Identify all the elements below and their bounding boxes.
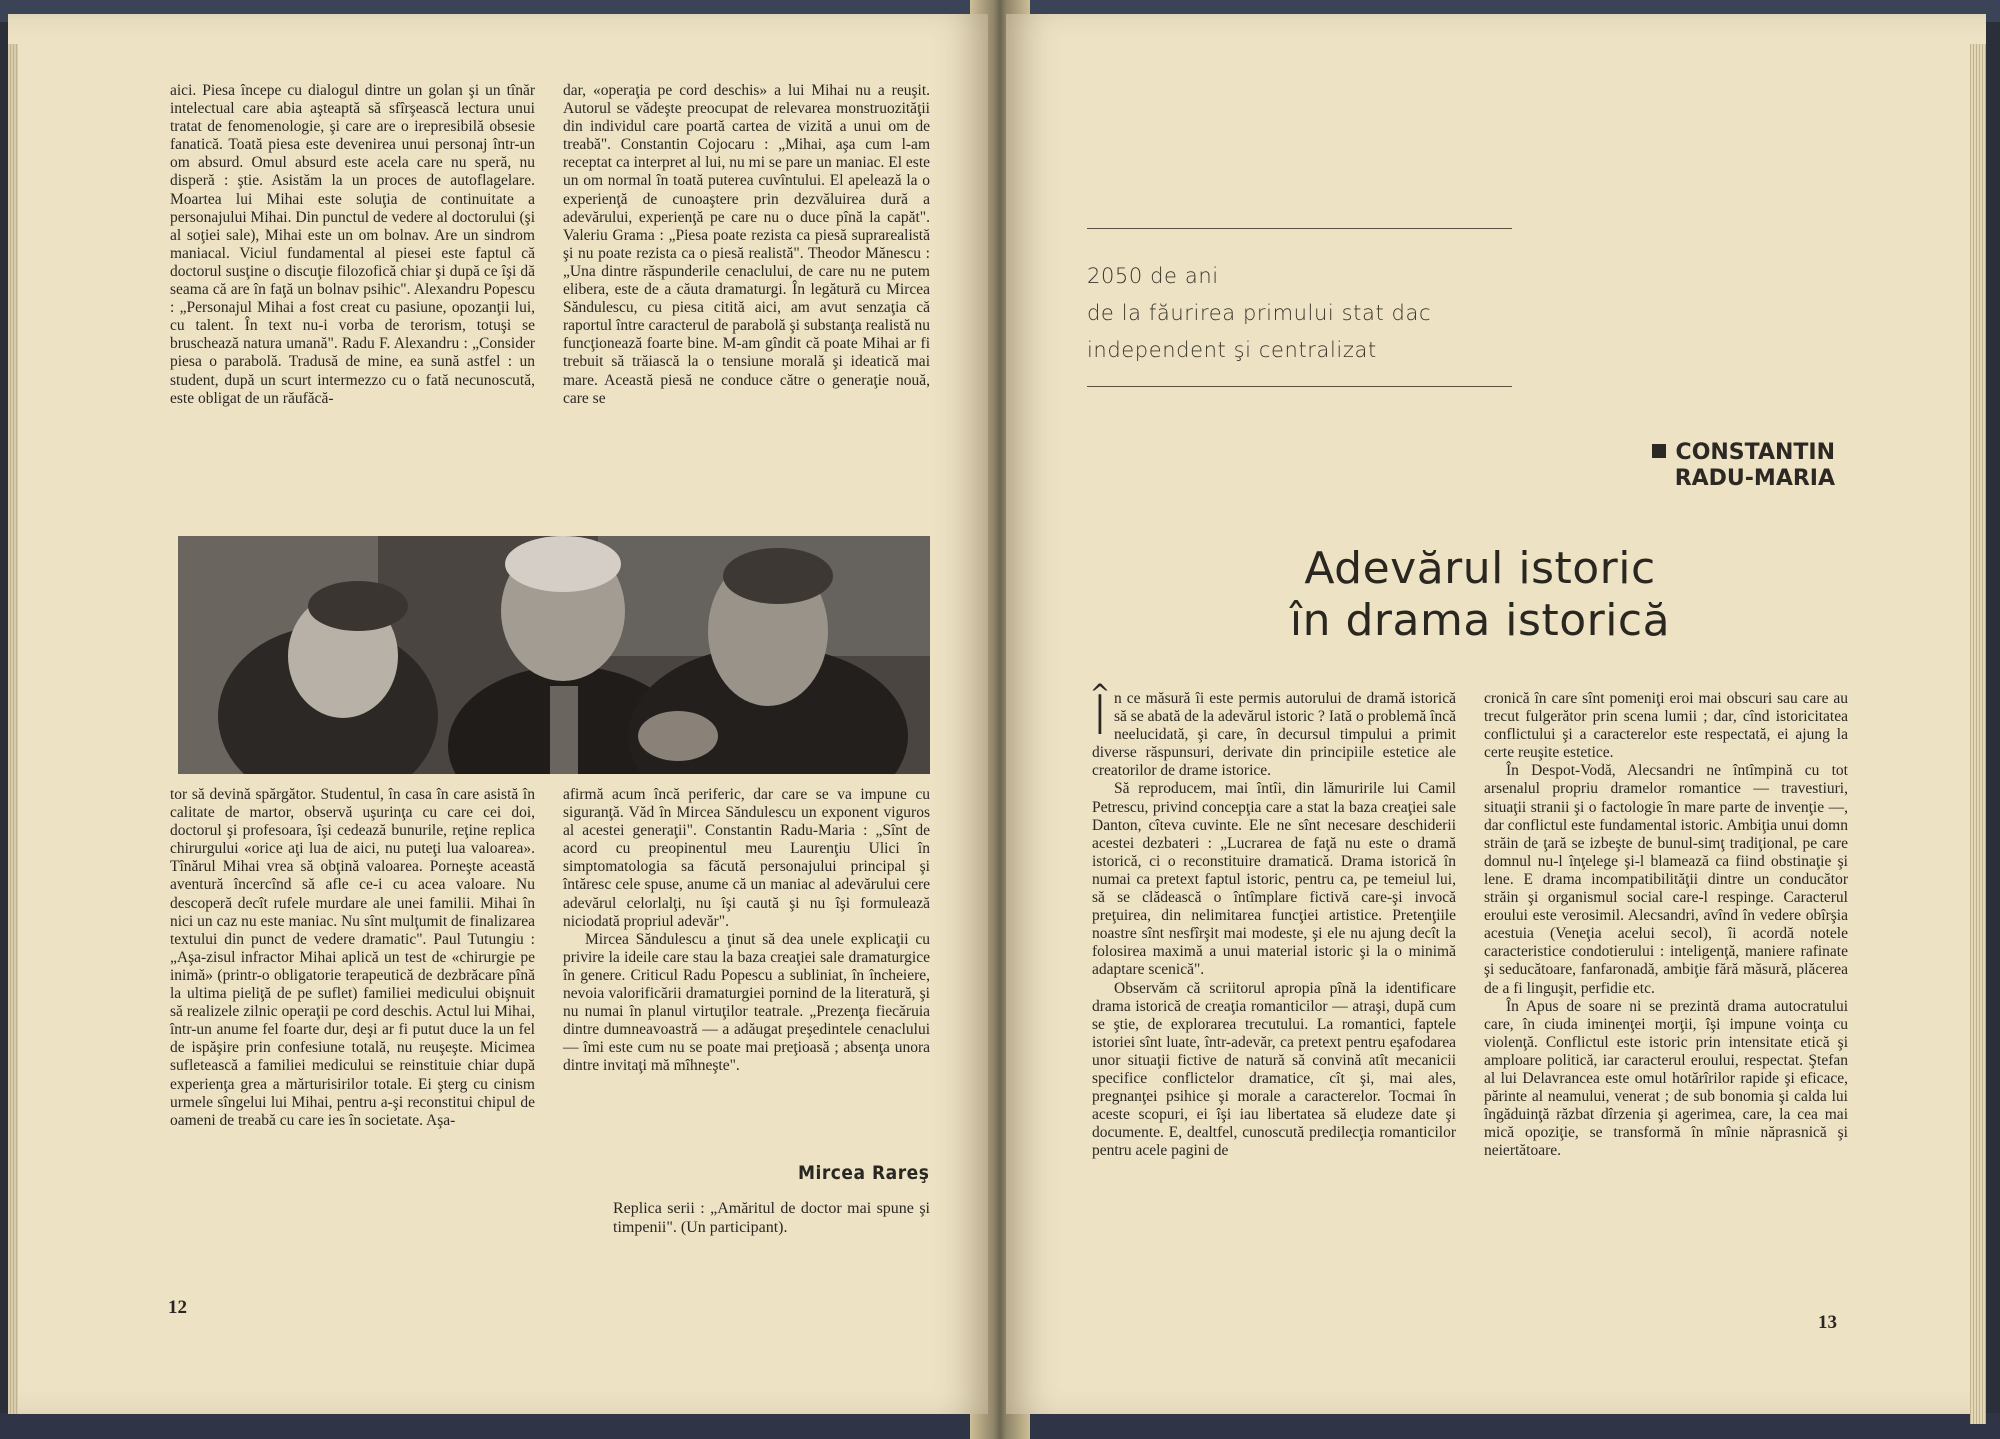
drop-cap: Î [1092,684,1108,747]
right-col1-para-1 [1092,684,1456,780]
left-page [8,14,988,1414]
left-top-col1-text: aici. Piesa începe cu dialogul dintre un golan şi un tînăr intelectual care abia aşteaptă să sfîrşească lectura unui tratat de fenomenologie, şi care are o irepresibilă obsesie fanatică. Toată piesa este devenirea unui personaj într-un om absurd. Omul absurd este acela care nu speră, nu disperă : ştie. Asistăm la un proces de autoflagelare. Moartea lui Mihai este soluţia de continuitate a personajului Mihai. Din punctul de vedere al doctorului (şi al soţiei sale), Mihai este un om bolnav. Are un sindrom maniacal. Viciul fundamental al piesei este faptul că doctorul susţine o discuţie filozofică chiar şi după ce îşi dă seama că are în faţă un bolnav psihic". Alexandru Popescu : „Personajul Mihai a fost creat cu pasiune, opozanţii lui, cu talent. În text nu-i vorba de terorism, totuşi se bruschează natura umană". Radu F. Alexandru : „Consider piesa o parabolă. Tradusă de mine, ea sună astfel : un student, după un scurt intermezzo cu o fată necunoscută, este obligat de un răufăcă- [170,82,535,407]
left-top-column-2 [563,82,930,408]
right-col1-para-2: Să reproducem, mai întîi, din lămuririle lui Camil Petrescu, privind concepţia care a stat la baza creaţiei sale Danton, cîteva cuvinte. Ele ne sînt necesare deschiderii acestei dezbateri : „Lucrarea de faţă nu este o dramă istorică, ci o reconstituire dramatică. Drama istorică în numai ca pretext faptul istoric, pentru ca, pe temeiul lui, să se clădească o întîmplare fictivă care-şi invocă preţuirea, din nelimitarea funcţiei artistice. Pretenţiile noastre sînt nesfîrşit mai modeste, şi ele nu ajung decît la folosirea maximă a unui material istoric şi la o minimă adaptare scenică". [1092,780,1456,979]
right-column-1 [1092,684,1456,1160]
left-bottom-column-2 [563,786,930,1076]
article-title [1170,543,1790,647]
anniversary-heading [1087,258,1431,369]
anniversary-bottom-rule [1087,386,1512,387]
left-top-col2-text: dar, «operaţia pe cord deschis» a lui Mihai nu a reuşit. Autorul se vădeşte preocupat de relevarea monstruozităţii din individul care poartă cartea de vizită a unui om de treabă". Constantin Cojocaru : „Mihai, aşa cum l-am receptat ca interpret al lui, nu mi se pare un maniac. El este un om normal în toată puterea cuvîntului. El apelează la o experienţă de cunoaştere prin dezvăluirea dură a adevărului, experienţă pe care nu o duce pînă la capăt". Valeriu Grama : „Piesa poate rezista ca piesă suprarealistă şi nu poate rezista ca o piesă realistă". Theodor Mănescu : „Una dintre răspunderile cenaclului, de care nu ne putem elibera, este de a căuta dramaturgi. În legătură cu Mircea Săndulescu, cu piesa citită aici, am avut senzaţia că raportul între caracterul de parabolă şi substanţa realistă nu funcţionează foarte bine. M-am gîndit că poate Mihai ar fi trebuit să trăiască la o tensiune morală şi ideatică mai mare. Această piesă ne conduce către o generaţie nouă, care se [563,82,930,407]
left-bottom-col1-text: tor să devină spărgător. Studentul, în casa în care asistă în calitate de martor, observă uşurinţa cu care cei doi, doctorul şi profesoara, îşi cedează bunurile, reţine replica chirurgului «orice aţi lua de aici, nu puteţi lua valoarea». Tînărul Mihai vrea să obţină valoarea. Porneşte această aventură încercînd să afle ce-i cu acea valoare. Nu descoperă decît rufele murdare ale unei familii. Mihai în nici un caz nu este maniac. Nu sînt mulţumit de finalizarea textului din punct de vedere dramatic". Paul Tutungiu : „Aşa-zisul infractor Mihai aplică un test de «chirurgie pe inimă» (printr-o obligatorie terapeutică de dezbrăcare pînă la ultima pieliţă de pe suflet) familiei medicului obişnuit să realizele zilnic operaţii pe cord deschis. Actul lui Mihai, într-un anume fel foarte dur, deşi ar fi putut duce la un fel de ispăşire prin confesiune totală, nu reuşeşte. Micimea sufletească a familiei medicului se reinstituie chiar după experienţa grea a mărturisirilor totale. Ei şterg cu cinism urmele sîngelui lui Mihai, pentru a-şi reconstitui chipul de oameni de treabă cu care ies în societate. Aşa- [170,786,535,1129]
page-number-right: 13 [1818,1312,1837,1333]
article-title-line-1: Adevărul istoric [1304,543,1656,594]
anniversary-line-2: de la făurirea primului stat dac [1087,301,1432,325]
right-col1-para-1-text: n ce măsură îi este permis autorului de dramă istorică să se abată de la adevărul istoric ? Iată o problemă încă neelucidată, şi care, în decursul timpului a primit diverse răspunsuri, derivate din principiile estetice ale creatorilor de drame istorice. [1092,690,1456,780]
article-signature: Mircea Rareş [798,1162,930,1184]
article-author [1652,440,1835,492]
right-column-2 [1484,690,1848,1160]
closing-remark-text: Replica serii : „Amăritul de doctor mai spune şi timpenii". (Un participant). [613,1200,930,1236]
photograph-three-men [178,536,930,774]
right-col2-para-2: În Despot-Vodă, Alecsandri ne întîmpină cu tot arsenalul propriu dramelor romantice — travestiuri, situaţii stranii şi o factologie în mare parte de invenţie —, dar conflictul este fundamental istoric. Ambiţia unui domn străin de ţară se izbeşte de bunul-simţ tradiţional, pe care domnul nu-l înţelege şi-l blamează ca fiind obstinaţie şi lene. E drama incompatibilităţii dintre un conducător străin şi organismul social care-l respinge. Caracterul eroului este verosimil. Alecsandri, avînd în vedere obîrşia acestuia (Veneţia acelui secol), îi acordă notele caracteristice condotierului : inteligenţă, maniere rafinate şi seducătoare, fanfaronadă, ambiţie fără măsură, plăcerea de a fi linguşit, perfidie etc. [1484,762,1848,997]
author-first-name: CONSTANTIN [1675,440,1835,465]
bullet-square-icon [1652,444,1666,458]
page-edges-left [8,44,18,1414]
article-title-line-2: în drama istorică [1289,595,1671,646]
left-top-column-1 [170,82,535,408]
author-last-name: RADU-MARIA [1674,466,1835,491]
left-bottom-col2-para-2: Mircea Săndulescu a ţinut să dea unele explicaţii cu privire la ideile care stau la baza creaţiei sale dramaturgice în genere. Criticul Radu Popescu a subliniat, în încheiere, nevoia valorificării dramaturgiei pornind de la literatură, şi nu numai în planul virtuţilor teatrale. „Prezenţa fiecăruia dintre dumneavoastră — a adăugat preşedintele cenaclului — îmi este cum nu se poate mai preţioasă ; absenţa unora dintre invitaţi mă mîhneşte". [563,930,930,1075]
right-col2-para-3: În Apus de soare ni se prezintă drama autocratului care, în ciuda iminenţei morţii, îşi impune voinţa cu violenţă. Conflictul este istoric prin intensitate etică şi amploare politică, iar caracterul eroului, respectat. Ştefan al lui Delavrancea este omul hotărîrilor rapide şi eficace, părinte al neamului, venerat ; de sub bonomia şi calda lui îngăduinţă răzbat dîrzenia şi agerimea, care, la cea mai mică opoziţie, se transformă în mînie năprasnică şi neiertătoare. [1484,997,1848,1160]
closing-remark [613,1199,930,1237]
page-number-left: 12 [168,1297,187,1318]
left-bottom-column-1 [170,786,535,1130]
anniversary-top-rule [1087,228,1512,229]
right-col1-para-3: Observăm că scriitorul apropia pînă la identificare drama istorică de creaţia romanticilor — atraşi, după cum se ştie, de explorarea trecutului. La romantici, faptele istoriei sînt luate, într-adevăr, ca pretext pentru eşafodarea unor situaţii fictive de natură să convină atît mecanicii specifice conflictelor dramatice, cît şi, mai ales, pregnanţei psihice şi morale a caracterelor. Tocmai în aceste scopuri, ei îşi iau libertatea să eludeze date şi documente. E, dealtfel, cunoscută predilecţia romanticilor pentru acele pagini de [1092,979,1456,1160]
anniversary-line-1: 2050 de ani [1087,264,1219,288]
page-edges-right [1970,44,1986,1424]
anniversary-line-3: independent şi centralizat [1087,338,1377,362]
right-col2-para-1: cronică în care sînt pomeniţi eroi mai obscuri sau care au trecut fulgerător prin scena lumii ; dar, cînd istoricitatea conflictului şi a caracterelor este respectată, ei ajung la certe reuşite estetice. [1484,690,1848,762]
photo-illustration [178,536,930,774]
left-bottom-col2-para-1: afirmă acum încă periferic, dar care se va impune cu siguranţă. Văd în Mircea Săndulescu un exponent viguros al acestei generaţii". Constantin Radu-Maria : „Sînt de acord cu preopinentul meu Laurenţiu Ulici în simptomatologia sa făcută personajului principal şi întăresc cele spuse, anume că un maniac al adevărului cere adevărul celorlalţi, nu îşi caută şi nu îşi formulează niciodată propriul adevăr". [563,786,930,930]
